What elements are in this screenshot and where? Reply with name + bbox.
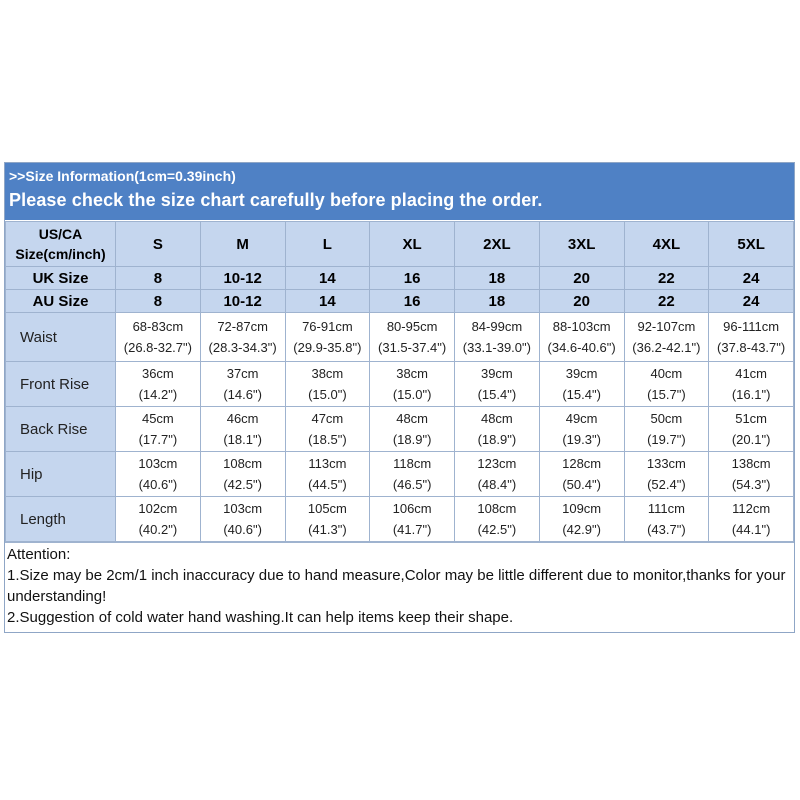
measurement-label: Front Rise xyxy=(6,362,116,407)
inch-value: (43.7") xyxy=(647,522,686,537)
inch-value: (36.2-42.1") xyxy=(632,340,701,355)
measurement-cell xyxy=(624,362,709,407)
cm-value: 45cm xyxy=(141,411,174,426)
measurement-cell xyxy=(709,452,794,497)
size-header-cell: 5XL xyxy=(709,222,794,267)
attention-note-2: 2.Suggestion of cold water hand washing.It can help items keep their shape. xyxy=(7,609,514,626)
au-size-cell: 8 xyxy=(116,290,201,313)
cm-value: 113cm xyxy=(308,456,347,471)
uk-size-cell: 8 xyxy=(116,267,201,290)
inch-value: (15.4") xyxy=(477,387,517,402)
inch-value: (52.4") xyxy=(647,477,686,492)
measurement-cell xyxy=(370,497,455,542)
size-header-cell: 2XL xyxy=(455,222,540,267)
size-header-cell: M xyxy=(200,222,285,267)
uk-size-label: UK Size xyxy=(6,267,116,290)
uk-size-cell: 20 xyxy=(539,267,624,290)
au-size-row xyxy=(6,290,794,313)
inch-value: (44.5") xyxy=(308,477,347,492)
measurement-cell xyxy=(709,362,794,407)
cm-value: 106cm xyxy=(392,501,432,516)
cm-value: 49cm xyxy=(565,411,598,426)
us-size-row xyxy=(6,222,794,267)
inch-value: (46.5") xyxy=(392,477,432,492)
cm-value: 48cm xyxy=(480,411,513,426)
cm-value: 38cm xyxy=(311,366,344,381)
cm-value: 37cm xyxy=(226,366,259,381)
measurement-row xyxy=(6,452,794,497)
inch-value: (50.4") xyxy=(562,477,601,492)
inch-value: (31.5-37.4") xyxy=(378,340,447,355)
cm-value: 40cm xyxy=(650,366,683,381)
size-check-notice: Please check the size chart carefully before placing the order. xyxy=(9,190,543,210)
inch-value: (41.7") xyxy=(392,522,432,537)
inch-value: (18.9") xyxy=(392,432,432,447)
cm-value: 103cm xyxy=(138,456,178,471)
inch-value: (48.4") xyxy=(477,477,517,492)
measurement-cell xyxy=(624,497,709,542)
au-size-cell: 14 xyxy=(285,290,370,313)
measurement-cell xyxy=(709,313,794,362)
size-header-cell: 3XL xyxy=(539,222,624,267)
cm-value: 108cm xyxy=(223,456,263,471)
cm-value: 72-87cm xyxy=(217,319,268,334)
measurement-cell xyxy=(455,362,540,407)
size-chart-banner xyxy=(5,163,794,221)
size-header-cell: XL xyxy=(370,222,455,267)
measurement-cell xyxy=(116,497,201,542)
cm-value: 41cm xyxy=(735,366,768,381)
inch-value: (18.5") xyxy=(308,432,347,447)
inch-value: (29.9-35.8") xyxy=(293,340,362,355)
measurement-cell xyxy=(455,407,540,452)
cm-value: 118cm xyxy=(393,456,432,471)
measurement-cell xyxy=(455,497,540,542)
measurement-cell xyxy=(200,313,285,362)
inch-value: (41.3") xyxy=(308,522,347,537)
measurement-cell xyxy=(455,313,540,362)
au-size-cell: 10-12 xyxy=(200,290,285,313)
measurement-cell xyxy=(285,407,370,452)
uk-size-cell: 10-12 xyxy=(200,267,285,290)
measurement-label: Waist xyxy=(6,313,116,362)
inch-value: (16.1") xyxy=(731,387,771,402)
cm-value: 84-99cm xyxy=(471,319,523,334)
inch-value: (28.3-34.3") xyxy=(208,340,277,355)
size-header-cell: S xyxy=(116,222,201,267)
cm-value: 68-83cm xyxy=(132,319,184,334)
uk-size-cell: 16 xyxy=(370,267,455,290)
cm-value: 103cm xyxy=(223,501,263,516)
measurement-cell xyxy=(455,452,540,497)
uk-size-row xyxy=(6,267,794,290)
inch-value: (18.9") xyxy=(477,432,517,447)
measurement-label: Back Rise xyxy=(6,407,116,452)
inch-value: (18.1") xyxy=(223,432,262,447)
inch-value: (19.3") xyxy=(562,432,601,447)
measurement-cell xyxy=(285,313,370,362)
inch-value: (40.6") xyxy=(223,522,262,537)
cm-value: 88-103cm xyxy=(552,319,611,334)
measurement-cell xyxy=(709,407,794,452)
uk-size-cell: 22 xyxy=(624,267,709,290)
inch-value: (42.5") xyxy=(223,477,262,492)
inch-value: (17.7") xyxy=(138,432,178,447)
cm-value: 48cm xyxy=(396,411,429,426)
inch-value: (40.2") xyxy=(138,522,178,537)
cm-value: 109cm xyxy=(562,501,602,516)
cm-value: 38cm xyxy=(396,366,429,381)
cm-value: 80-95cm xyxy=(386,319,438,334)
measurement-cell xyxy=(624,407,709,452)
inch-value: (54.3") xyxy=(731,477,771,492)
measurement-cell xyxy=(116,452,201,497)
au-size-cell: 22 xyxy=(624,290,709,313)
measurement-cell xyxy=(539,452,624,497)
inch-value: (19.7") xyxy=(647,432,686,447)
cm-value: 36cm xyxy=(141,366,174,381)
measurement-cell xyxy=(200,452,285,497)
uk-size-cell: 18 xyxy=(455,267,540,290)
inch-value: (34.6-40.6") xyxy=(547,340,616,355)
cm-value: 133cm xyxy=(646,456,686,471)
size-info-title: >>Size Information(1cm=0.39inch) xyxy=(9,168,236,184)
au-size-cell: 24 xyxy=(709,290,794,313)
measurement-cell xyxy=(539,497,624,542)
cm-value: 39cm xyxy=(480,366,513,381)
cm-value: 50cm xyxy=(650,411,683,426)
inch-value: (40.6") xyxy=(138,477,178,492)
measurement-cell xyxy=(370,452,455,497)
measurement-cell xyxy=(116,362,201,407)
uk-size-cell: 24 xyxy=(709,267,794,290)
cm-value: 111cm xyxy=(647,501,685,516)
us-size-label xyxy=(6,222,116,267)
au-size-cell: 16 xyxy=(370,290,455,313)
size-chart xyxy=(4,162,795,633)
cm-value: 96-111cm xyxy=(723,319,780,334)
cm-value: 112cm xyxy=(732,501,771,516)
attention-notes xyxy=(5,542,794,632)
cm-value: 92-107cm xyxy=(637,319,696,334)
measurement-cell xyxy=(200,362,285,407)
uk-size-cell: 14 xyxy=(285,267,370,290)
cm-value: 47cm xyxy=(311,411,344,426)
inch-value: (33.1-39.0") xyxy=(462,340,531,355)
inch-value: (14.2") xyxy=(138,387,178,402)
measurement-cell xyxy=(370,313,455,362)
attention-note-1: 1.Size may be 2cm/1 inch inaccuracy due to hand measure,Color may be little different due to monitor,thanks for your understanding! xyxy=(7,567,786,605)
measurement-cell xyxy=(200,497,285,542)
inch-value: (26.8-32.7") xyxy=(123,340,192,355)
inch-value: (14.6") xyxy=(223,387,262,402)
measurement-label: Hip xyxy=(6,452,116,497)
measurement-row xyxy=(6,362,794,407)
measurement-cell xyxy=(709,497,794,542)
measurement-cell xyxy=(539,407,624,452)
measurement-row xyxy=(6,497,794,542)
cm-value: 46cm xyxy=(226,411,259,426)
inch-value: (44.1") xyxy=(731,522,771,537)
inch-value: (15.0") xyxy=(308,387,347,402)
cm-value: 51cm xyxy=(735,411,768,426)
us-size-label-line1: US/CA xyxy=(38,226,83,242)
inch-value: (15.4") xyxy=(562,387,601,402)
measurement-cell xyxy=(539,313,624,362)
measurement-cell xyxy=(624,313,709,362)
measurement-row xyxy=(6,407,794,452)
au-size-label: AU Size xyxy=(6,290,116,313)
cm-value: 76-91cm xyxy=(302,319,353,334)
measurement-cell xyxy=(200,407,285,452)
us-size-label-line2: Size(cm/inch) xyxy=(15,246,106,262)
inch-value: (42.5") xyxy=(477,522,517,537)
inch-value: (37.8-43.7") xyxy=(717,340,786,355)
measurement-cell xyxy=(285,452,370,497)
size-header-cell: L xyxy=(285,222,370,267)
cm-value: 39cm xyxy=(565,366,598,381)
au-size-cell: 18 xyxy=(455,290,540,313)
measurement-label: Length xyxy=(6,497,116,542)
measurement-cell xyxy=(116,313,201,362)
cm-value: 102cm xyxy=(138,501,178,516)
measurement-cell xyxy=(370,407,455,452)
size-table xyxy=(5,221,794,542)
measurement-rows xyxy=(6,313,794,542)
cm-value: 108cm xyxy=(477,501,517,516)
cm-value: 123cm xyxy=(477,456,517,471)
inch-value: (42.9") xyxy=(562,522,601,537)
inch-value: (15.7") xyxy=(647,387,686,402)
inch-value: (15.0") xyxy=(392,387,432,402)
measurement-cell xyxy=(285,362,370,407)
measurement-cell xyxy=(285,497,370,542)
au-size-cell: 20 xyxy=(539,290,624,313)
measurement-cell xyxy=(624,452,709,497)
cm-value: 105cm xyxy=(307,501,347,516)
measurement-cell xyxy=(539,362,624,407)
measurement-row xyxy=(6,313,794,362)
attention-title: Attention: xyxy=(7,546,71,563)
cm-value: 128cm xyxy=(562,456,602,471)
size-header-cell: 4XL xyxy=(624,222,709,267)
measurement-cell xyxy=(116,407,201,452)
cm-value: 138cm xyxy=(731,456,771,471)
inch-value: (20.1") xyxy=(731,432,771,447)
measurement-cell xyxy=(370,362,455,407)
